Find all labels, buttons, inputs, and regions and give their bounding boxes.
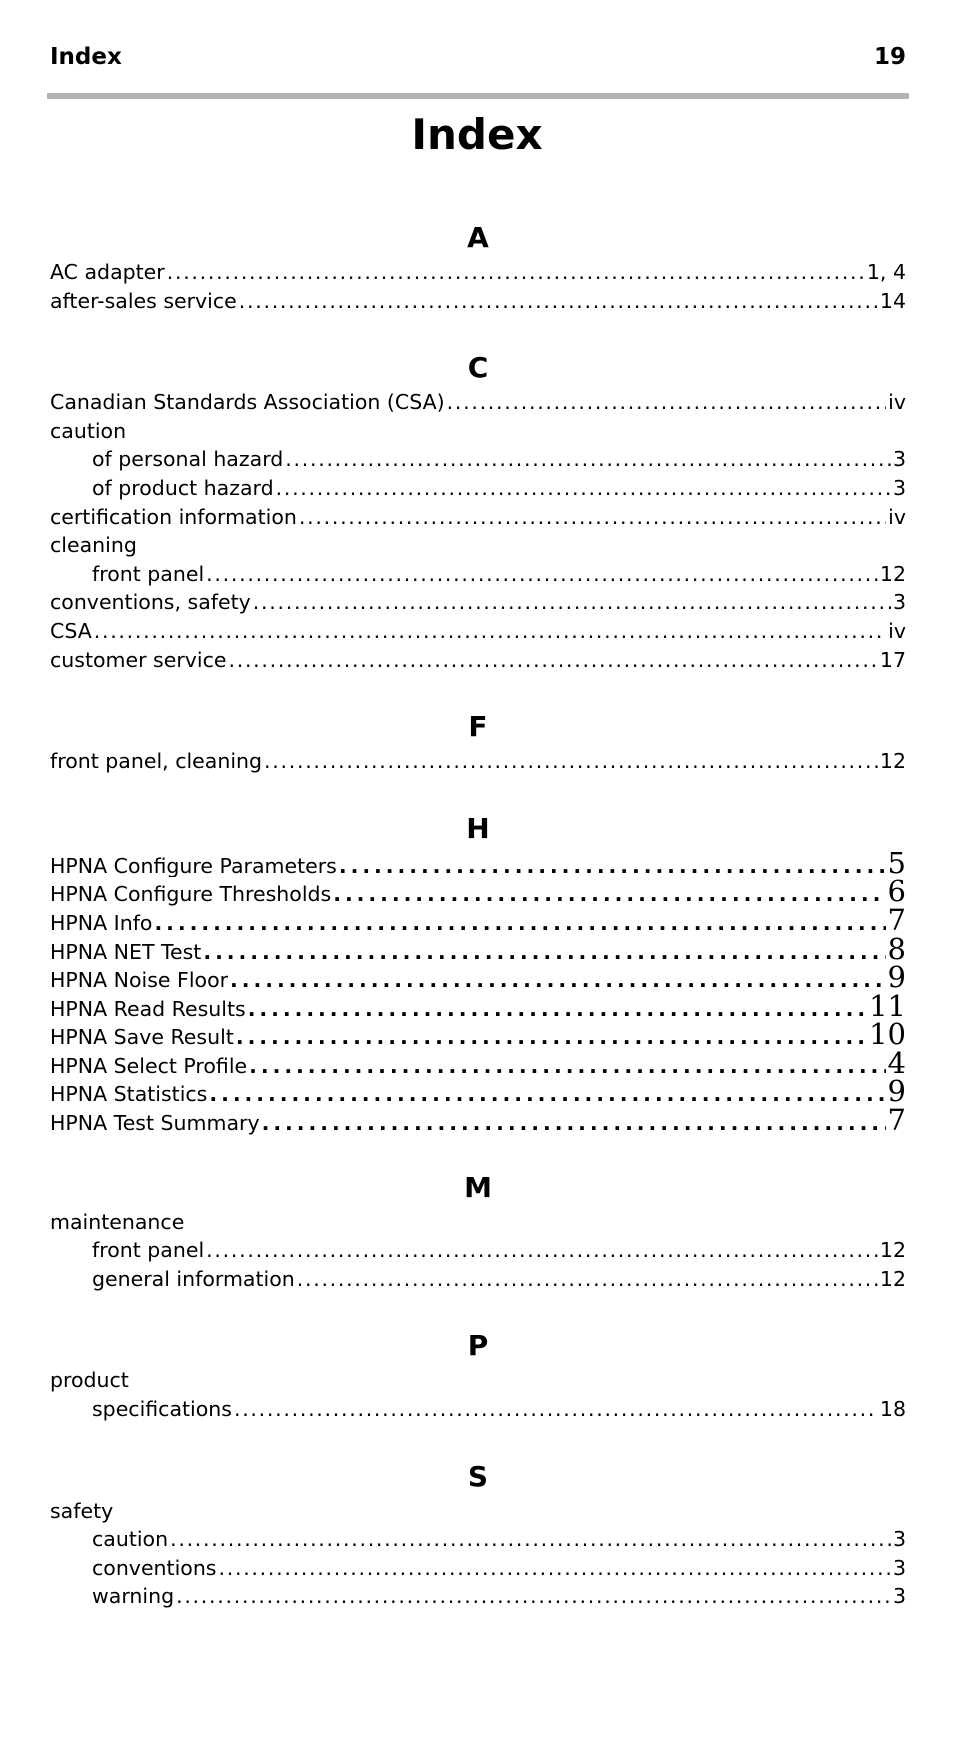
index-entry <box>50 503 906 532</box>
index-entry <box>50 1366 906 1395</box>
entry-page-ref: 17 <box>879 647 906 672</box>
page-title: Index <box>411 110 543 159</box>
index-entry <box>50 906 906 935</box>
entry-page-ref: 1, 4 <box>866 260 906 284</box>
index-entry <box>50 1497 906 1526</box>
dot-leader <box>228 646 877 675</box>
index-section-a <box>50 218 906 315</box>
dot-leader <box>209 1080 885 1106</box>
entry-page-ref: 3 <box>892 1555 906 1580</box>
index-entry <box>50 877 906 906</box>
entry-page-ref: 12 <box>879 1238 906 1263</box>
index-subentry <box>50 445 906 474</box>
entry-term: maintenance <box>50 1209 185 1234</box>
dot-leader <box>170 1525 891 1554</box>
dot-leader <box>248 995 867 1021</box>
entry-term: HPNA NET Test <box>50 939 202 964</box>
entry-term: front panel <box>92 561 205 586</box>
entry-page-ref: 3 <box>892 590 906 615</box>
entry-term: conventions <box>92 1555 217 1580</box>
entry-term: HPNA Save Result <box>50 1025 234 1049</box>
index-entry <box>50 849 906 878</box>
index-entry <box>50 588 906 617</box>
entry-page-ref: 3 <box>892 1584 906 1609</box>
entry-term: general information <box>92 1266 295 1291</box>
running-header-page-number: 19 <box>873 44 906 70</box>
index-section-p <box>50 1326 906 1423</box>
entry-term: specifications <box>92 1397 232 1422</box>
dot-leader <box>176 1582 891 1611</box>
section-letter: S <box>467 1459 489 1493</box>
entry-term: certification information <box>50 504 297 529</box>
entry-term: warning <box>92 1584 175 1609</box>
dot-leader <box>203 938 885 964</box>
entry-term: HPNA Statistics <box>50 1082 208 1107</box>
index-body <box>50 218 906 1611</box>
index-entry <box>50 1077 906 1106</box>
entry-page-ref: 10 <box>869 1020 906 1049</box>
index-entry <box>50 646 906 675</box>
index-subentry <box>50 1525 906 1554</box>
index-subentry <box>50 1582 906 1611</box>
entry-term: HPNA Test Summary <box>50 1111 260 1135</box>
entry-page-ref: 7 <box>887 1106 906 1135</box>
index-subentry <box>50 1265 906 1294</box>
dot-leader <box>236 1023 867 1049</box>
running-header <box>50 44 906 70</box>
dot-leader <box>239 287 878 316</box>
dot-leader <box>285 445 891 474</box>
index-section-s <box>50 1457 906 1611</box>
entry-term: after-sales service <box>50 288 237 313</box>
section-letter: C <box>467 351 489 385</box>
section-letter: A <box>467 221 489 254</box>
entry-page-ref: 12 <box>879 749 906 774</box>
entry-term: AC adapter <box>50 260 165 284</box>
entry-page-ref: 9 <box>887 1077 906 1107</box>
dot-leader <box>206 1236 878 1265</box>
dot-leader <box>299 503 886 532</box>
dot-leader <box>447 388 887 417</box>
index-section-f <box>50 707 906 776</box>
dot-leader <box>206 560 878 589</box>
entry-term: conventions, safety <box>50 590 251 615</box>
index-entry <box>50 1049 906 1078</box>
index-entry <box>50 287 906 316</box>
index-entry <box>50 617 906 646</box>
entry-page-ref: iv <box>888 390 906 415</box>
dot-leader <box>333 880 885 906</box>
entry-term: front panel, cleaning <box>50 749 263 774</box>
entry-page-ref: iv <box>888 504 906 529</box>
dot-leader <box>167 258 865 287</box>
running-header-title: Index <box>50 44 122 70</box>
entry-page-ref: 3 <box>892 475 906 500</box>
entry-term: safety <box>50 1498 114 1523</box>
entry-term: HPNA Read Results <box>50 996 246 1021</box>
entry-page-ref: 4 <box>887 1048 906 1078</box>
entry-page-ref: 6 <box>887 877 906 906</box>
index-entry <box>50 1020 906 1049</box>
header-rule <box>47 93 909 99</box>
entry-term: CSA <box>50 618 92 643</box>
entry-term: HPNA Noise Floor <box>50 968 229 992</box>
section-letter: H <box>466 811 490 845</box>
index-section-m <box>50 1168 906 1294</box>
index-entry <box>50 1208 906 1237</box>
index-section-c <box>50 348 906 674</box>
entry-term: of product hazard <box>92 475 274 500</box>
dot-leader <box>230 966 886 992</box>
dot-leader <box>234 1395 878 1424</box>
index-entry <box>50 963 906 992</box>
dot-leader <box>264 747 878 776</box>
entry-page-ref: 5 <box>887 848 906 878</box>
dot-leader <box>262 1109 886 1135</box>
index-subentry <box>50 560 906 589</box>
index-entry <box>50 747 906 776</box>
entry-term: front panel <box>92 1238 205 1263</box>
entry-term: HPNA Select Profile <box>50 1053 248 1078</box>
index-entry <box>50 388 906 417</box>
entry-page-ref: 14 <box>879 288 906 313</box>
entry-page-ref: iv <box>888 618 906 643</box>
entry-page-ref: 12 <box>879 561 906 586</box>
section-letter: M <box>464 1170 492 1204</box>
entry-term: Canadian Standards Association (CSA) <box>50 390 445 415</box>
entry-page-ref: 3 <box>892 1527 906 1552</box>
entry-term: product <box>50 1368 129 1393</box>
index-entry <box>50 531 906 560</box>
dot-leader <box>339 852 886 878</box>
section-letter: P <box>467 1329 489 1363</box>
entry-term: HPNA Info <box>50 910 153 935</box>
dot-leader <box>154 909 885 935</box>
dot-leader <box>219 1554 891 1583</box>
index-entry <box>50 992 906 1021</box>
index-subentry <box>50 1236 906 1265</box>
dot-leader <box>276 474 891 503</box>
dot-leader <box>249 1052 885 1078</box>
index-entry <box>50 258 906 287</box>
index-entry <box>50 417 906 446</box>
dot-leader <box>297 1265 878 1294</box>
section-letter: F <box>468 710 488 744</box>
entry-page-ref: 8 <box>887 934 906 964</box>
entry-page-ref: 7 <box>887 905 906 935</box>
dot-leader <box>94 617 886 646</box>
index-section-h <box>50 809 906 1135</box>
index-entry <box>50 935 906 964</box>
entry-page-ref: 18 <box>879 1397 906 1422</box>
entry-page-ref: 12 <box>879 1266 906 1291</box>
entry-term: HPNA Configure Parameters <box>50 853 337 878</box>
entry-term: customer service <box>50 647 227 672</box>
entry-term: cleaning <box>50 533 137 558</box>
entry-term: HPNA Configure Thresholds <box>50 882 332 906</box>
entry-page-ref: 9 <box>887 963 906 992</box>
entry-page-ref: 3 <box>892 447 906 472</box>
entry-term: of personal hazard <box>92 447 284 472</box>
dot-leader <box>253 588 891 617</box>
index-entry <box>50 1106 906 1135</box>
index-subentry <box>50 474 906 503</box>
entry-page-ref: 11 <box>869 991 906 1021</box>
index-subentry <box>50 1395 906 1424</box>
entry-term: caution <box>50 418 127 443</box>
entry-term: caution <box>92 1527 169 1552</box>
index-subentry <box>50 1554 906 1583</box>
